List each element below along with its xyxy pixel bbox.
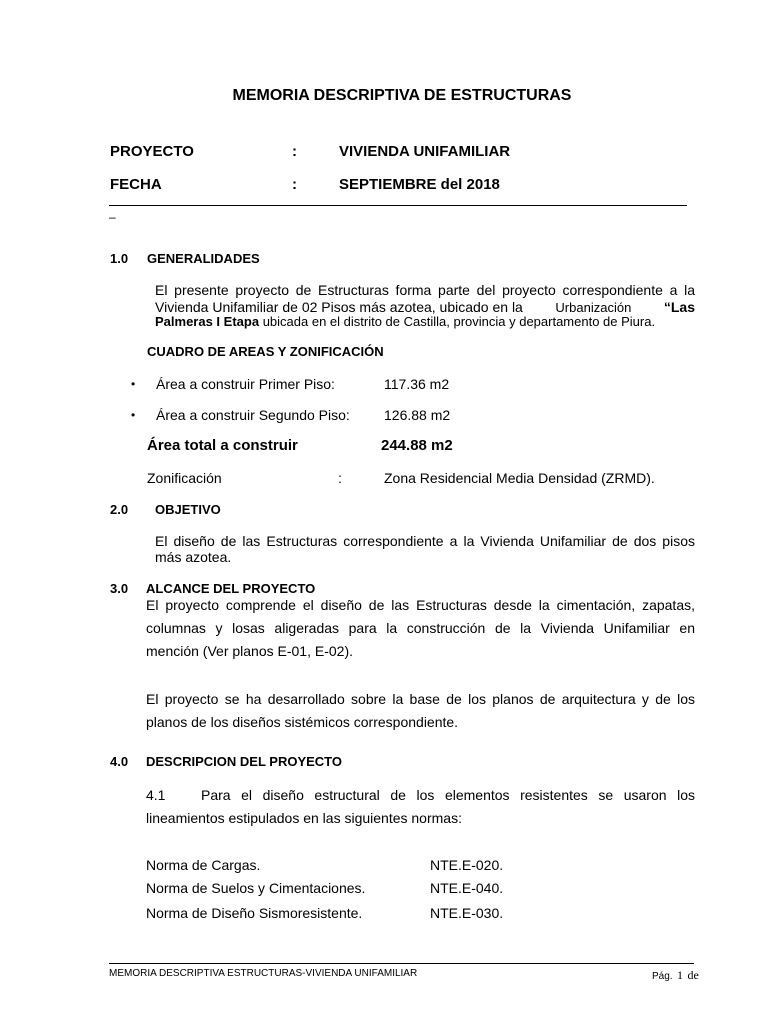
objetivo-line-2: más azotea.	[155, 549, 232, 565]
area-1-label: Área a construir Primer Piso:	[156, 376, 335, 392]
fecha-label: FECHA	[110, 176, 162, 193]
generalidades-line-2-urbanizacion: Urbanización	[555, 300, 632, 315]
section-4-heading: DESCRIPCION DEL PROYECTO	[146, 754, 342, 769]
section-4-number: 4.0	[110, 754, 129, 769]
generalidades-line-1: El presente proyecto de Estructuras forma parte del proyecto correspondiente a la	[155, 282, 695, 298]
alcance-p1-line-1: El proyecto comprende el diseño de las Estructuras desde la cimentación, zapatas,	[146, 597, 695, 613]
alcance-p1-line-2: columnas y losas aligeradas para la construcción de la Vivienda Unifamiliar en	[146, 620, 695, 636]
proyecto-separator: :	[292, 143, 297, 160]
generalidades-line-3-text: ubicada en el distrito de Castilla, provincia y departamento de Piura.	[262, 314, 656, 329]
section-1-number: 1.0	[110, 251, 129, 266]
subsection-4-1-number: 4.1	[146, 787, 166, 803]
area-2-label: Área a construir Segundo Piso:	[156, 407, 350, 423]
generalidades-line-3	[155, 314, 655, 329]
footer-page-num: 1	[677, 968, 684, 982]
section-3-heading: ALCANCE DEL PROYECTO	[146, 581, 316, 596]
section-2-number: 2.0	[110, 502, 129, 517]
proyecto-value: VIVIENDA UNIFAMILIAR	[339, 143, 511, 160]
section-2-heading: OBJETIVO	[155, 502, 221, 517]
footer-page-number	[652, 966, 699, 984]
generalidades-line-2-text: Vivienda Unifamiliar de 02 Pisos más azotea, ubicado en la	[155, 299, 523, 315]
total-area-label: Área total a construir	[147, 437, 298, 454]
area-1-bullet: •	[131, 377, 136, 391]
alcance-p2-line-1: El proyecto se ha desarrollado sobre la base de los planos de arquitectura y de los	[146, 691, 695, 707]
zonificacion-value: Zona Residencial Media Densidad (ZRMD).	[384, 470, 655, 486]
alcance-p1-line-3: mención (Ver planos E-01, E-02).	[146, 643, 353, 659]
area-2-bullet: •	[131, 408, 136, 422]
footer-page-label: Pág.	[652, 971, 673, 982]
section-1-heading: GENERALIDADES	[147, 251, 260, 266]
norma-1-code: NTE.E-020.	[430, 857, 504, 873]
footer-page-of: de	[687, 968, 699, 982]
footer-divider	[109, 963, 694, 964]
header-trailing-dash: –	[109, 210, 116, 224]
document-title: MEMORIA DESCRIPTIVA DE ESTRUCTURAS	[232, 87, 572, 104]
zonificacion-label: Zonificación	[147, 470, 222, 486]
footer-left-text: MEMORIA DESCRIPTIVA ESTRUCTURAS-VIVIENDA UNIFAMILIAR	[109, 968, 418, 979]
area-2-value: 126.88 m2	[384, 407, 451, 423]
fecha-separator: :	[292, 176, 297, 193]
norma-2-code: NTE.E-040.	[430, 880, 504, 896]
objetivo-line-1: El diseño de las Estructuras correspondiente a la Vivienda Unifamiliar de dos pisos	[155, 533, 695, 549]
header-divider	[109, 205, 687, 206]
generalidades-palmeras: Palmeras I Etapa	[155, 314, 260, 329]
generalidades-line-2	[155, 299, 695, 315]
subsection-4-1-line-1: Para el diseño estructural de los elementos resistentes se usaron los	[201, 787, 695, 803]
norma-2-name: Norma de Suelos y Cimentaciones.	[146, 880, 366, 896]
norma-3-code: NTE.E-030.	[430, 905, 504, 921]
zonificacion-separator: :	[338, 470, 342, 486]
norma-3-name: Norma de Diseño Sismoresistente.	[146, 905, 363, 921]
area-1-value: 117.36 m2	[384, 376, 450, 392]
alcance-p2-line-2: planos de los diseños sistémicos correspondiente.	[146, 714, 459, 730]
fecha-value: SEPTIEMBRE del 2018	[339, 176, 500, 193]
cuadro-areas-title: CUADRO DE AREAS Y ZONIFICACIÓN	[147, 344, 384, 359]
section-3-number: 3.0	[110, 581, 129, 596]
proyecto-label: PROYECTO	[110, 143, 194, 160]
norma-1-name: Norma de Cargas.	[146, 857, 261, 873]
generalidades-line-2-quote: “Las	[663, 299, 695, 315]
subsection-4-1-line-2: lineamientos estipulados en las siguientes normas:	[146, 810, 462, 826]
total-area-value: 244.88 m2	[381, 437, 453, 454]
